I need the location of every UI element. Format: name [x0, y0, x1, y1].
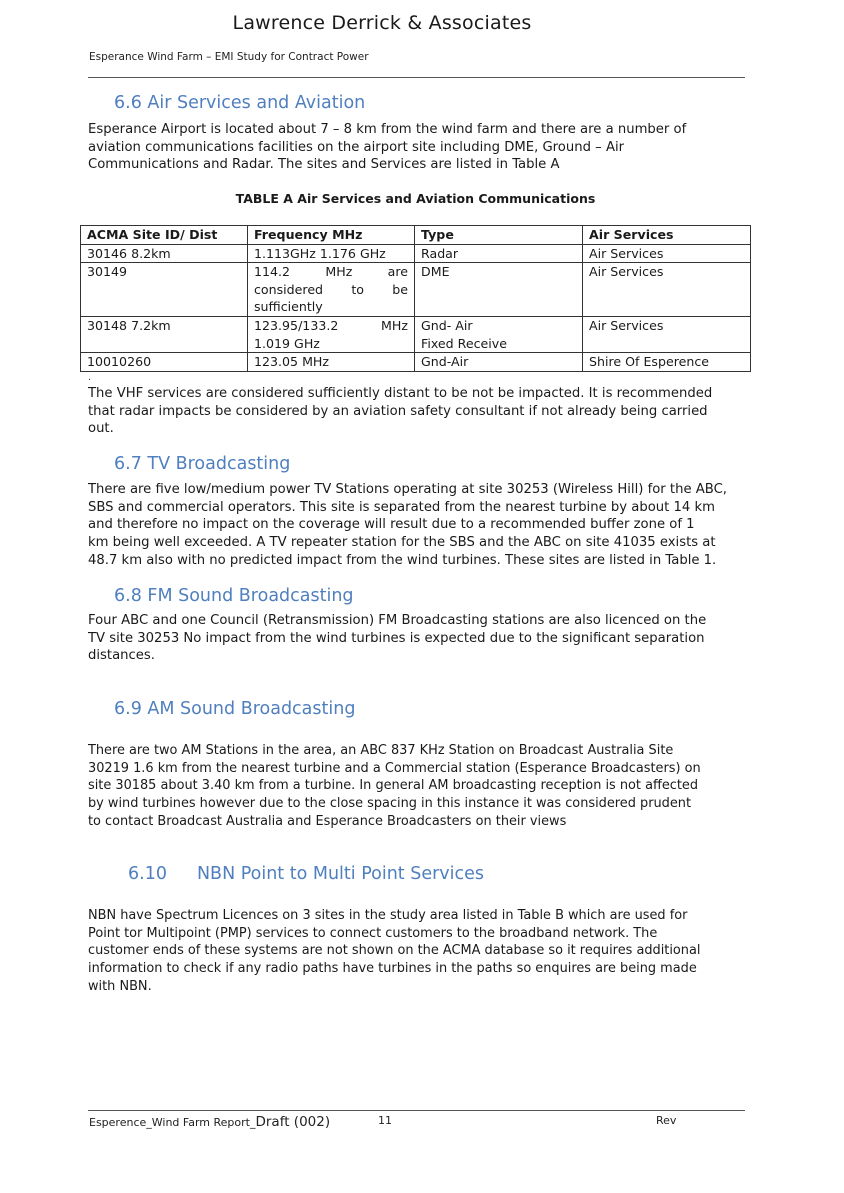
section-6-10-heading — [128, 864, 484, 884]
company-name: Lawrence Derrick & Associates — [232, 12, 532, 34]
text-line: aviation communications facilities on the airport site including DME, Ground – Air — [88, 139, 625, 155]
section-number: 6.10 — [128, 864, 167, 884]
table-row — [81, 316, 751, 352]
section-6-6-conclusion — [88, 385, 743, 438]
frequency-line: 123.95/133.2 MHz — [254, 317, 408, 333]
table-a — [80, 225, 751, 372]
frequency-cell: 1.113GHz 1.176 GHz — [248, 244, 415, 263]
table-a-caption: TABLE A Air Services and Aviation Communications — [235, 191, 596, 206]
frequency-line: sufficiently — [254, 299, 323, 315]
column-header: Air Services — [583, 226, 751, 245]
draft-label: Draft (002) — [255, 1114, 331, 1130]
header-rule — [88, 77, 745, 78]
section-6-6-heading: 6.6 Air Services and Aviation — [114, 93, 366, 113]
document-subtitle: Esperance Wind Farm – EMI Study for Contract Power — [89, 51, 369, 63]
text-line: and therefore no impact on the coverage will result due to a recommended buffer zone of 1 — [88, 517, 695, 533]
text-line: 30219 1.6 km from the nearest turbine and a Commercial station (Esperance Broadcasters) on — [88, 760, 701, 776]
frequency-line: 114.2 MHz are — [254, 264, 408, 280]
text-line: The VHF services are considered sufficiently distant to be not be impacted. It is recommended — [88, 386, 713, 401]
frequency-line: 1.019 GHz — [254, 335, 320, 351]
site-cell: 30148 7.2km — [81, 316, 248, 352]
table-header-row — [81, 226, 751, 245]
type-line: Fixed Receive — [421, 335, 507, 351]
text-line: to contact Broadcast Australia and Esperance Broadcasters on their views — [88, 813, 567, 829]
column-header: Type — [415, 226, 583, 245]
text-line: with NBN. — [88, 978, 152, 994]
text-line: SBS and commercial operators. This site is separated from the nearest turbine by about 14 km — [88, 499, 715, 515]
service-cell: Air Services — [583, 316, 751, 352]
text-line: km being well exceeded. A TV repeater station for the SBS and the ABC on site 41035 exists at — [88, 535, 716, 551]
text-line: that radar impacts be considered by an aviation safety consultant if not already being carried — [88, 403, 708, 419]
report-filename: Esperence_Wind Farm Report_ — [89, 1116, 256, 1129]
section-6-7-paragraph — [88, 481, 743, 570]
text-line: site 30185 about 3.40 km from a turbine. In general AM broadcasting reception is not affected — [88, 778, 699, 794]
table-row — [81, 263, 751, 317]
service-cell: Shire Of Esperence — [583, 353, 751, 372]
type-cell — [415, 316, 583, 352]
text-line: Point tor Multipoint (PMP) services to connect customers to the broadband network. The — [88, 925, 658, 941]
site-cell: 30149 — [81, 263, 248, 317]
section-6-8-heading: 6.8 FM Sound Broadcasting — [114, 586, 354, 606]
text-line: TV site 30253 No impact from the wind turbines is expected due to the significant separation — [88, 630, 705, 646]
section-6-9-paragraph — [88, 742, 743, 831]
frequency-line: considered to be — [254, 281, 408, 297]
table-row — [81, 353, 751, 372]
type-cell: Radar — [415, 244, 583, 263]
section-6-10-paragraph — [88, 907, 743, 996]
service-cell: Air Services — [583, 263, 751, 317]
text-line: Esperance Airport is located about 7 – 8 km from the wind farm and there are a number of — [88, 122, 687, 137]
text-line: out. — [88, 421, 114, 437]
service-cell: Air Services — [583, 244, 751, 263]
table-row — [81, 244, 751, 263]
section-6-6-paragraph — [88, 121, 743, 174]
section-6-8-paragraph — [88, 612, 743, 665]
footer-rule — [88, 1110, 745, 1111]
revision-label: Rev — [656, 1114, 677, 1127]
column-header: ACMA Site ID/ Dist — [81, 226, 248, 245]
text-line: customer ends of these systems are not shown on the ACMA database so it requires additional — [88, 943, 701, 959]
text-line: Communications and Radar. The sites and Services are listed in Table A — [88, 157, 560, 173]
section-title: NBN Point to Multi Point Services — [196, 864, 485, 884]
text-line: distances. — [88, 648, 155, 664]
text-line: information to check if any radio paths have turbines in the paths so enquires are being made — [88, 961, 697, 977]
footer-report-name — [89, 1114, 330, 1130]
frequency-cell — [248, 263, 415, 317]
page-number: 11 — [378, 1114, 392, 1127]
type-cell: DME — [415, 263, 583, 317]
text-line: There are five low/medium power TV Stations operating at site 30253 (Wireless Hill) for the ABC, — [88, 482, 727, 497]
text-line: by wind turbines however due to the close spacing in this instance it was considered prudent — [88, 796, 691, 812]
text-line: NBN have Spectrum Licences on 3 sites in the study area listed in Table B which are used for — [88, 908, 688, 923]
text-line: 48.7 km also with no predicted impact from the wind turbines. These sites are listed in Table 1. — [88, 552, 717, 568]
site-cell: 30146 8.2km — [81, 244, 248, 263]
text-line: Four ABC and one Council (Retransmission) FM Broadcasting stations are also licenced on the — [88, 613, 707, 628]
type-line: Gnd- Air — [421, 317, 473, 333]
section-6-9-heading: 6.9 AM Sound Broadcasting — [114, 699, 356, 719]
type-cell: Gnd-Air — [415, 353, 583, 372]
text-line: There are two AM Stations in the area, an ABC 837 KHz Station on Broadcast Australia Site — [88, 743, 674, 758]
stray-mark: . — [88, 372, 92, 383]
frequency-cell: 123.05 MHz — [248, 353, 415, 372]
site-cell: 10010260 — [81, 353, 248, 372]
frequency-cell — [248, 316, 415, 352]
section-6-7-heading: 6.7 TV Broadcasting — [114, 454, 291, 474]
column-header: Frequency MHz — [248, 226, 415, 245]
